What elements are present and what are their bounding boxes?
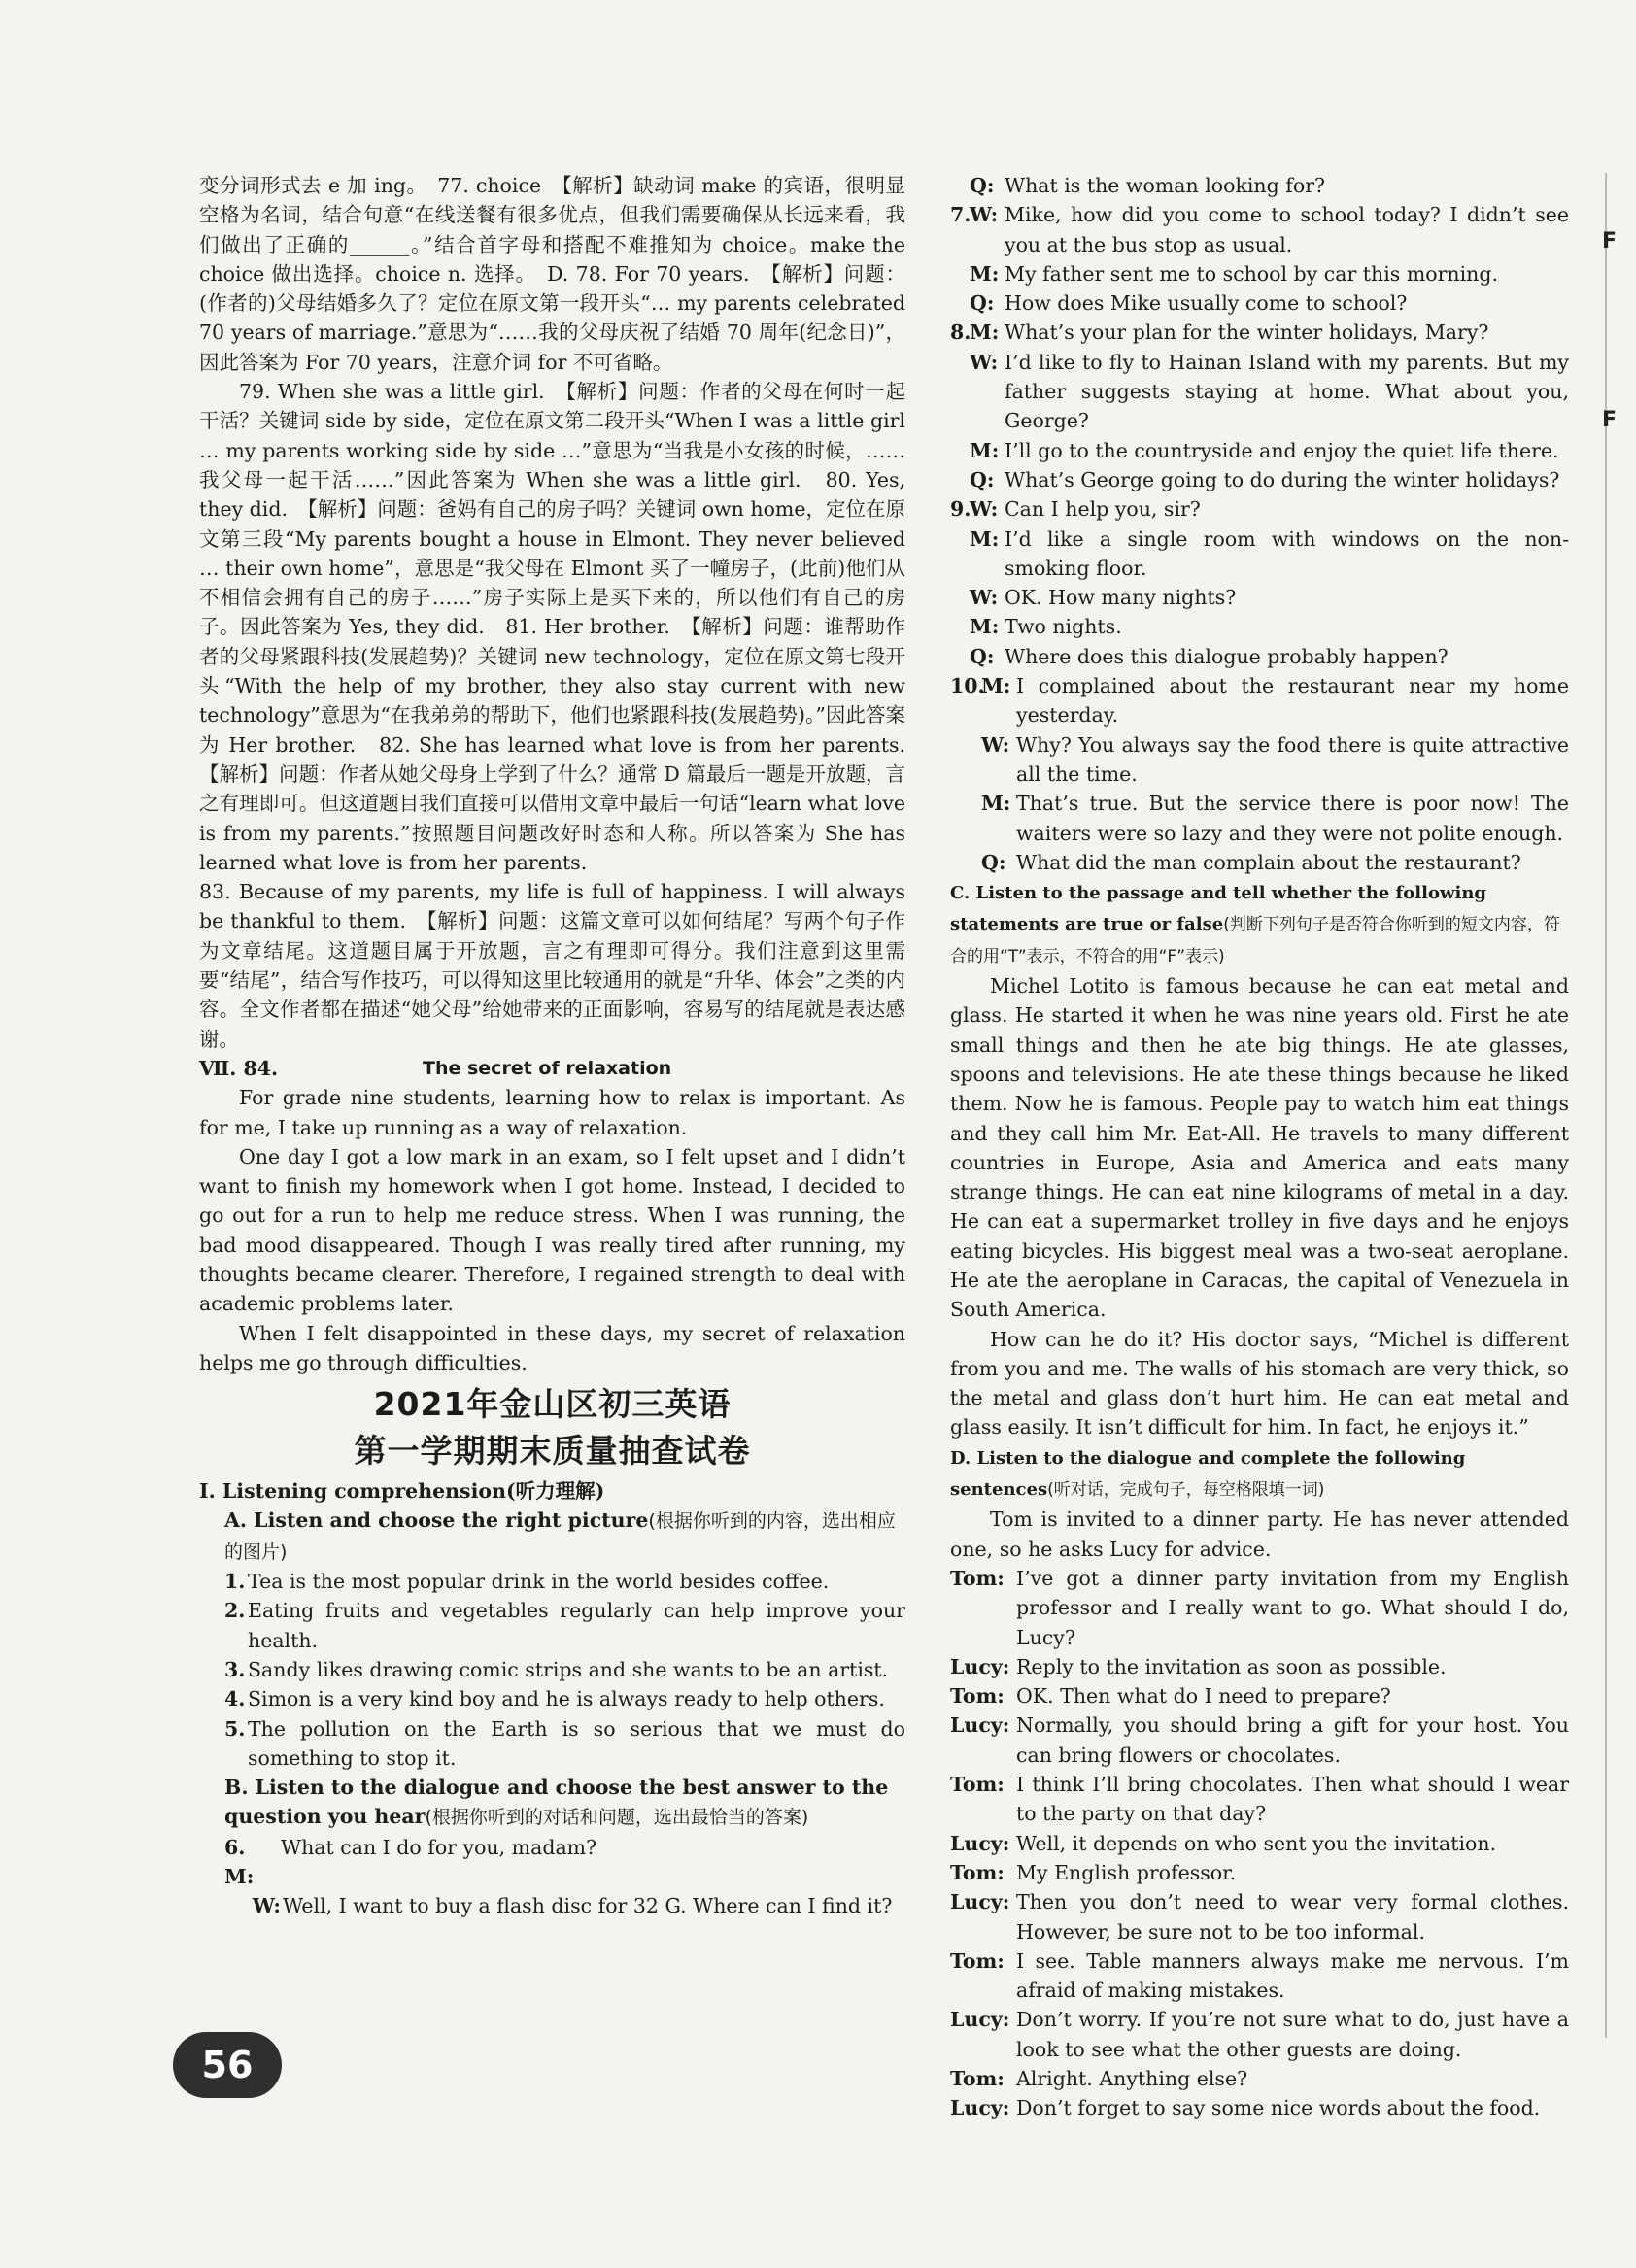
dialogue-10 <box>950 671 1569 877</box>
dialogue-line: M: I’d like a single room with windows on the non-smoking floor. <box>970 526 1569 580</box>
section-d-intro: Tom is invited to a dinner party. He has never attended one, so he asks Lucy for advice. <box>950 1507 1569 1561</box>
dialogue-8 <box>950 318 1569 494</box>
dialogue-line: 7. W: Mike, how did you come to school today? I didn’t see you at the bus stop as usual. <box>950 203 1569 256</box>
essay-title: The secret of relaxation <box>423 1057 672 1079</box>
dialogue-line: 9. W: Can I help you, sir? <box>950 497 1201 522</box>
list-item: 5. The pollution on the Earth is so serious that we must do something to stop it. <box>224 1716 905 1770</box>
dialogue-line: Tom: I think I’ll bring chocolates. Then what should I wear to the party on that day? <box>950 1773 1569 1826</box>
exam-title-line1: 2021年金山区初三英语 <box>373 1385 732 1424</box>
section-b-label: B. Listen to the dialogue and choose the best answer to the question you hear <box>224 1776 889 1829</box>
essay-heading <box>199 1054 905 1083</box>
dialogue-line: Lucy: Then you don’t need to wear very formal clothes. However, be sure not to be too informal. <box>950 1890 1569 1944</box>
dialogue-line: Lucy: Normally, you should bring a gift for your host. You can bring flowers or chocolates. <box>950 1713 1569 1767</box>
section-b-instruction: (根据你听到的对话和问题，选出最恰当的答案) <box>425 1807 809 1829</box>
left-column <box>199 171 926 1921</box>
passage-paragraph: Michel Lotito is famous because he can eat metal and glass. He started it when he was nine years old. First he ate small things and then he ate big things. He ate glasses, spoons and televisions. He ate these things because he liked them. Now he is famous. People pay to watch him eat things and they call him Mr. Eat-All. He travels to many different countries in Europe, Asia and America and eats many strange things. He can eat nine kilograms of metal in a day. He can eat a supermarket trolley in five days and he enjoys eating bicycles. His biggest meal was a two-seat aeroplane. He ate the aeroplane in Caracas, the capital of Venezuela in South America. <box>950 974 1569 1322</box>
section-c-instruction: (判断下列句子是否符合你听到的短文内容，符合的用“T”表示，不符合的用“F”表示) <box>950 915 1560 966</box>
essay-paragraph: One day I got a low mark in an exam, so I felt upset and I didn’t want to finish my homework when I got home. Instead, I decided to go out for a run to help me reduce stress. When I was running, the bad mood disappeared. Though I was really tired after running, my thoughts became clearer. Therefore, I regained strength to deal with academic problems later. <box>199 1144 905 1316</box>
dialogue-line: W: I’d like to fly to Hainan Island with my parents. But my father suggests staying at home. What about you, George? <box>970 350 1569 433</box>
section-d-label: D. Listen to the dialogue and complete the following sentences <box>950 1447 1466 1501</box>
right-column <box>950 171 1569 2123</box>
dialogue-7 <box>950 200 1569 318</box>
section-b-heading <box>199 1773 905 1833</box>
dialogue-line: Lucy: Don’t worry. If you’re not sure what to do, just have a look to see what the other guests are doing. <box>950 2008 1569 2061</box>
dialogue-line: W: Well, I want to buy a flash disc for 32 G. Where can I find it? <box>252 1894 893 1918</box>
section-a-heading <box>199 1506 905 1567</box>
section-c-heading <box>950 877 1569 971</box>
dialogue-6 <box>199 1833 905 1921</box>
section-c-label: C. Listen to the passage and tell whether the following statements are true or false <box>950 883 1486 935</box>
edge-mark-2: F <box>1601 408 1617 432</box>
dialogue-line: Lucy: Don’t forget to say some nice words about the food. <box>950 2096 1541 2120</box>
essay-paragraph: When I felt disappointed in these days, my secret of relaxation helps me go through difficulties. <box>199 1321 905 1374</box>
dialogue-line: 6. M: What can I do for you, madam? <box>224 1835 597 1889</box>
dialogue-line: 10. M: I complained about the restaurant near my home yesterday. <box>950 674 1569 728</box>
dialogue-line: Tom: Alright. Anything else? <box>950 2067 1248 2090</box>
list-item: 3. Sandy likes drawing comic strips and she wants to be an artist. <box>224 1657 889 1681</box>
dialogue-line: M: Two nights. <box>970 615 1122 639</box>
dialogue-line: Tom: I see. Table manners always make me nervous. I’m afraid of making mistakes. <box>950 1948 1569 2003</box>
answer-explanation-79-82: 79. When she was a little girl. 【解析】问题：作者的父母在何时一起干活？关键词 side by side，定位在原文第二段开头“When I was a little girl … my parents working side by side …”意思为“当我是小女孩的时候，……我父母一起干活……”因此答案为 When she was a little girl. 80. Yes, they did. 【解析】问题：爸妈有自己的房子吗？关键词 own home，定位在原文第三段“My parents bought a house in Elmont. They never believed … their own home”，意思是“我父母在 Elmont 买了一幢房子，(此前)他们从不相信会拥有自己的房子……”房子实际上是买下来的，所以他们有自己的房子。因此答案为 Yes, they did. 81. Her brother. 【解析】问题：谁帮助作者的父母紧跟科技(发展趋势)？关键词 new technology，定位在原文第七段开头“With the help of my brother, they also stay current with new technology”意思为“在我弟弟的帮助下，他们也紧跟科技(发展趋势)。”因此答案为 Her brother. 82. She has learned what love is from her parents. 【解析】问题：作者从她父母身上学到了什么？通常 D 篇最后一题是开放题，言之有理即可。但这道题目我们直接可以借用文章中最后一句话“learn what love is from my parents.”按照题目问题改好时态和人称。所以答案为 She has learned what love is from her parents. <box>199 380 926 874</box>
essay-number: Ⅶ. 84. <box>199 1056 279 1080</box>
dialogue-line: M: I’ll go to the countryside and enjoy the quiet life there. <box>970 438 1559 462</box>
dialogue-line: M: That’s true. But the service there is poor now! The waiters were so lazy and they were not polite enough. <box>981 792 1569 845</box>
dialogue-9 <box>950 494 1569 671</box>
dialogue-line: W: Why? You always say the food there is quite attractive all the time. <box>981 732 1569 786</box>
section-i-heading: Ⅰ. Listening comprehension(听力理解) <box>199 1479 605 1504</box>
dialogue-line: Tom: OK. Then what do I need to prepare? <box>950 1684 1391 1709</box>
section-a-instruction: (根据你听到的内容，选出相应的图片) <box>224 1510 896 1563</box>
section-a-items <box>199 1567 905 1773</box>
dialogue-line: Q: What is the woman looking for? <box>970 174 1325 197</box>
dialogue-line: Q: How does Mike usually come to school? <box>970 291 1408 316</box>
dialogue-line: 8. M: What’s your plan for the winter holidays, Mary? <box>950 321 1489 345</box>
answer-explanation-83: 83. Because of my parents, my life is full of happiness. I will always be thankful to them. 【解析】问题：这篇文章可以如何结尾？写两个句子作为文章结尾。这道题目属于开放题，言之有理即可得分。我们注意到这里需要“结尾”，结合写作技巧，可以得知这里比较通用的就是“升华、体会”之类的内容。全文作者都在描述“她父母”给她带来的正面影响，容易写的结尾就是表达感谢。 <box>199 880 905 1051</box>
dialogue-line: Lucy: Reply to the invitation as soon as possible. <box>950 1654 1447 1678</box>
section-a-label: A. Listen and choose the right picture <box>224 1508 649 1533</box>
edge-mark-1: F <box>1601 229 1617 254</box>
section-d-instruction: (听对话，完成句子，每空格限填一词) <box>1047 1480 1325 1501</box>
essay-paragraph: For grade nine students, learning how to relax is important. As for me, I take up running as a way of relaxation. <box>199 1086 905 1139</box>
exam-title <box>199 1381 905 1474</box>
column-divider <box>1605 173 1607 2038</box>
list-item: 2. Eating fruits and vegetables regularly can help improve your health. <box>224 1599 905 1652</box>
section-d-heading <box>950 1442 1569 1506</box>
dialogue-line: Q: Where does this dialogue probably happen? <box>970 644 1449 668</box>
dialogue-line: Tom: My English professor. <box>950 1860 1237 1884</box>
dialogue-line: Lucy: Well, it depends on who sent you the invitation. <box>950 1831 1497 1855</box>
list-item: 1. Tea is the most popular drink in the world besides coffee. <box>224 1570 830 1594</box>
dialogue-line: W: OK. How many nights? <box>970 586 1237 610</box>
dialogue-line: Q: What did the man complain about the restaurant? <box>981 850 1521 874</box>
answer-explanation-77-78: 变分词形式去 e 加 ing。 77. choice 【解析】缺动词 make 的宾语，很明显空格为名词，结合句意“在线送餐有很多优点，但我们需要确保从长远来看，我们做出了正确的______。”结合首字母和搭配不难推知为 choice。make the choice 做出选择。choice n. 选择。 D. 78. For 70 years. 【解析】问题：(作者的)父母结婚多久了？定位在原文第一段开头“… my parents celebrated 70 years of marriage.”意思为“……我的父母庆祝了结婚 70 周年(纪念日)”，因此答案为 For 70 years，注意介词 for 不可省略。 <box>199 174 905 374</box>
dialogue-line: Q: What’s George going to do during the winter holidays? <box>970 467 1560 491</box>
dialogue-line: M: My father sent me to school by car this morning. <box>970 261 1498 286</box>
section-d-dialogue <box>950 1564 1569 2123</box>
page-number: 56 <box>173 2032 282 2098</box>
dialogue-line: Tom: I’ve got a dinner party invitation from my English professor and I really want to go. What should I do, Lucy? <box>950 1566 1569 1649</box>
list-item: 4. Simon is a very kind boy and he is always ready to help others. <box>224 1687 885 1711</box>
passage-paragraph: How can he do it? His doctor says, “Michel is different from you and me. The walls of his stomach are very thick, so the metal and glass don’t hurt him. He can eat metal and glass easily. It isn’t difficult for him. In fact, he enjoys it.” <box>950 1327 1569 1439</box>
exam-title-line2: 第一学期期末质量抽查试卷 <box>354 1432 751 1471</box>
